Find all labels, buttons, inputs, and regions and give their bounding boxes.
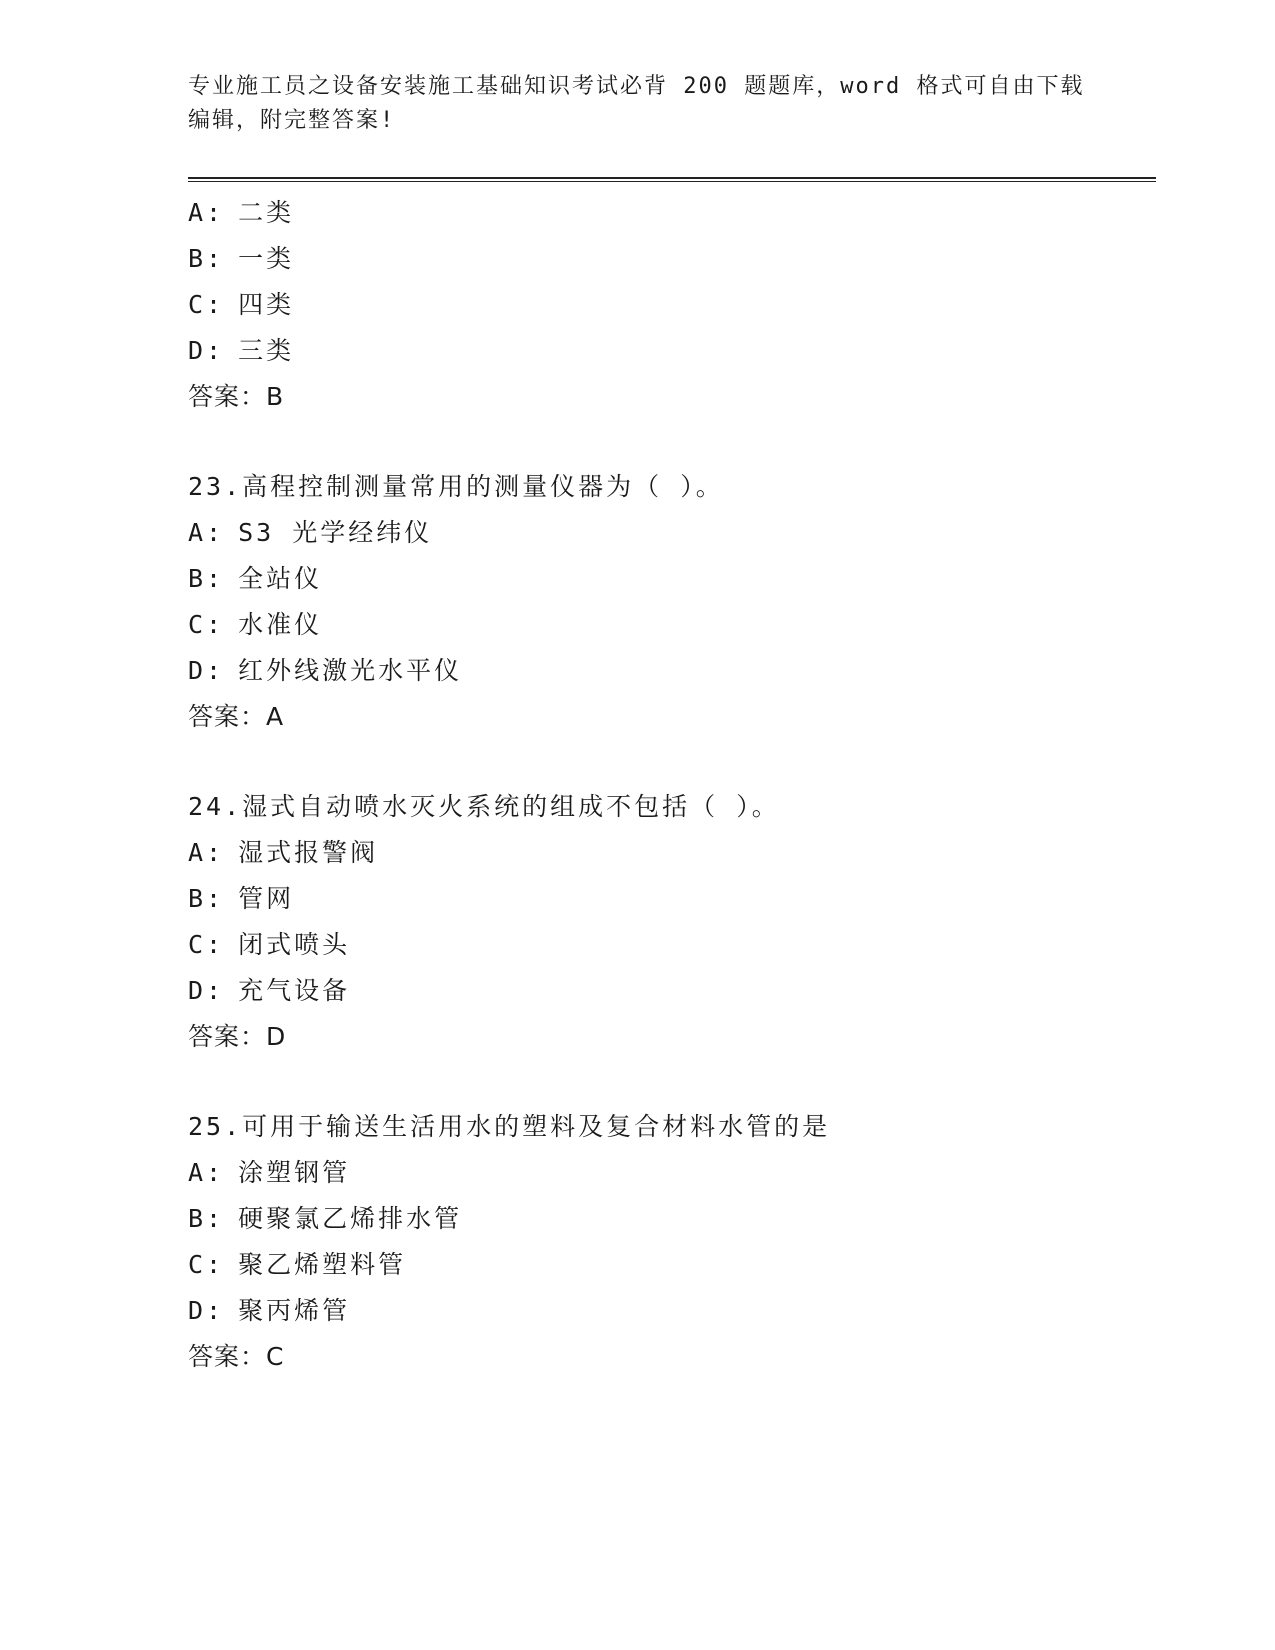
question-stem: 23.高程控制测量常用的测量仪器为（ ）。 [188, 472, 724, 501]
question-block-24 [188, 784, 1156, 1060]
answer-line: 答案：B [188, 382, 285, 411]
option-c [188, 1242, 1156, 1288]
option-text: 一类 [238, 244, 295, 273]
option-text: 涂塑钢管 [238, 1158, 351, 1187]
option-label: A: [188, 838, 225, 867]
option-text: 闭式喷头 [238, 930, 351, 959]
document-header [188, 70, 1088, 138]
question-block-22 [188, 190, 1156, 420]
option-d [188, 968, 1156, 1014]
option-b [188, 1196, 1156, 1242]
option-text: 管网 [238, 884, 295, 913]
option-label: B: [188, 244, 225, 273]
option-b [188, 556, 1156, 602]
question-stem: 25.可用于输送生活用水的塑料及复合材料水管的是 [188, 1112, 831, 1141]
option-label: D: [188, 336, 225, 365]
option-text: 全站仪 [238, 564, 323, 593]
option-label: A: [188, 1158, 225, 1187]
option-label: D: [188, 656, 225, 685]
option-label: A: [188, 198, 225, 227]
option-label: D: [188, 1296, 225, 1325]
option-c [188, 282, 1156, 328]
option-text: 二类 [238, 198, 295, 227]
option-b [188, 236, 1156, 282]
option-c [188, 602, 1156, 648]
option-text: 三类 [238, 336, 295, 365]
option-label: C: [188, 290, 225, 319]
option-c [188, 922, 1156, 968]
question-list [188, 190, 1156, 1380]
option-label: B: [188, 1204, 225, 1233]
option-text: S3 光学经纬仪 [238, 518, 433, 547]
option-text: 硬聚氯乙烯排水管 [238, 1204, 463, 1233]
option-d [188, 648, 1156, 694]
option-label: A: [188, 518, 225, 547]
question-block-23 [188, 464, 1156, 740]
option-label: C: [188, 610, 225, 639]
option-text: 湿式报警阀 [238, 838, 379, 867]
question-block-25 [188, 1104, 1156, 1380]
option-b [188, 876, 1156, 922]
header-title-line-2: 编辑，附完整答案! [188, 108, 396, 133]
option-a [188, 830, 1156, 876]
option-label: C: [188, 1250, 225, 1279]
answer-line: 答案：D [188, 1022, 287, 1051]
option-label: C: [188, 930, 225, 959]
option-a [188, 510, 1156, 556]
answer-line: 答案：C [188, 1342, 285, 1371]
option-label: D: [188, 976, 225, 1005]
option-text: 聚乙烯塑料管 [238, 1250, 407, 1279]
option-label: B: [188, 564, 225, 593]
option-text: 水准仪 [238, 610, 323, 639]
option-text: 充气设备 [238, 976, 351, 1005]
answer-line: 答案：A [188, 702, 285, 731]
option-label: B: [188, 884, 225, 913]
header-title-line-1: 专业施工员之设备安装施工基础知识考试必背 200 题题库，word 格式可自由下载 [188, 74, 1085, 99]
header-divider [188, 177, 1156, 182]
option-a [188, 190, 1156, 236]
option-a [188, 1150, 1156, 1196]
question-stem: 24.湿式自动喷水灭火系统的组成不包括（ ）。 [188, 792, 780, 821]
option-d [188, 1288, 1156, 1334]
option-text: 四类 [238, 290, 295, 319]
option-text: 红外线激光水平仪 [238, 656, 463, 685]
option-d [188, 328, 1156, 374]
option-text: 聚丙烯管 [238, 1296, 351, 1325]
